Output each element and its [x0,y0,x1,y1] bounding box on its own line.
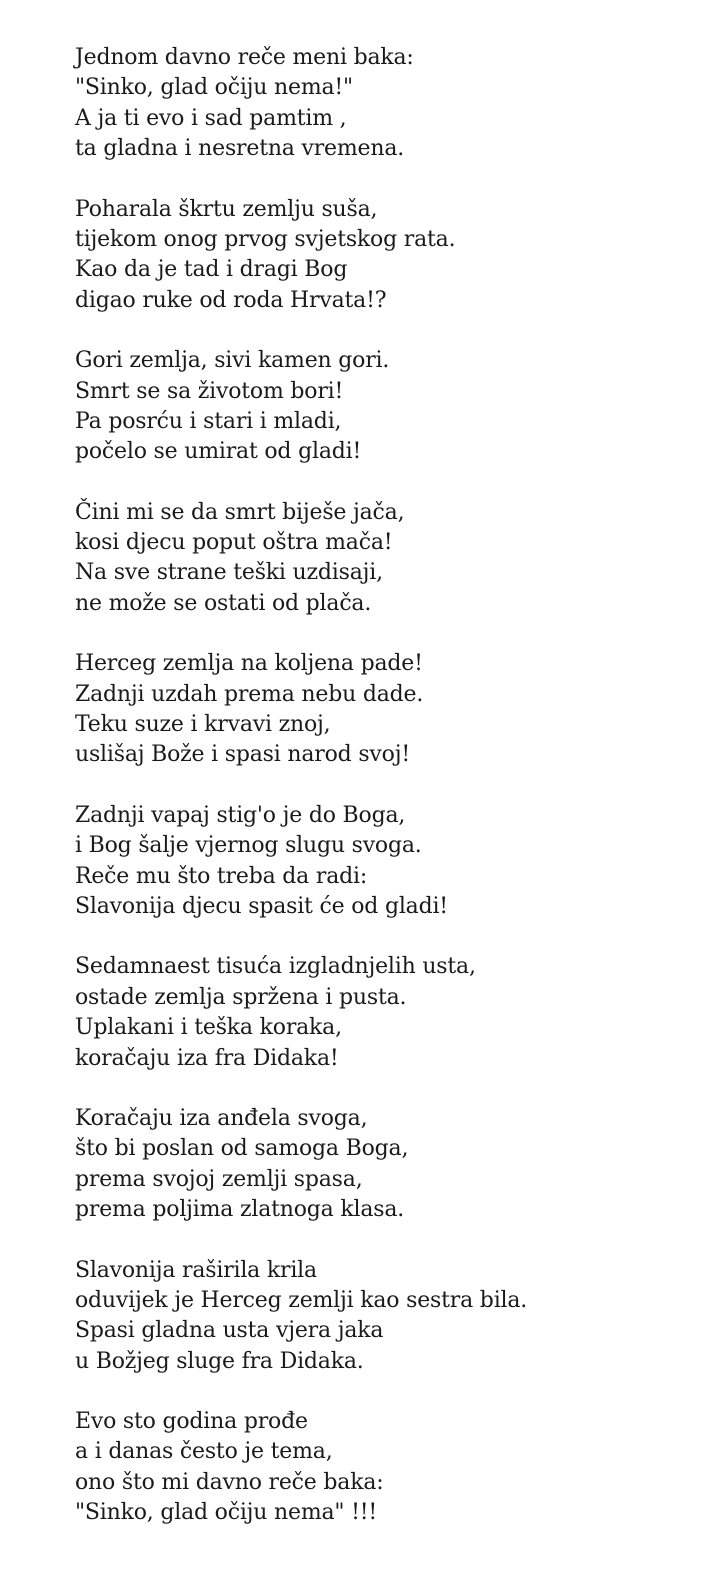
stanza-2 [75,195,705,317]
poem-line: Jednom davno reče meni baka: [75,45,414,70]
poem-line: ono što mi davno reče baka: [75,1469,384,1495]
poem-line: Kao da je tad i dragi Bog [75,257,348,283]
stanza-8 [75,1104,705,1226]
poem-line: ne može se ostati od plača. [75,590,372,616]
poem-line: Reče mu što treba da radi: [75,863,368,889]
poem-line: počelo se umirat od gladi! [75,439,362,465]
stanza-1 [75,43,705,165]
poem-line: Evo sto godina prođe [75,1409,308,1435]
poem-line: prema poljima zlatnoga klasa. [75,1197,405,1223]
stanza-6 [75,801,705,923]
poem-line: ostade zemlja spržena i pusta. [75,984,407,1010]
poem-line: Gori zemlja, sivi kamen gori. [75,348,390,374]
poem-line: i Bog šalje vjernog slugu svoga. [75,833,422,859]
poem-text [75,43,705,1559]
poem-line: digao ruke od roda Hrvata!? [75,287,387,313]
poem-line: Slavonija raširila krila [75,1257,317,1283]
poem-line: u Božjeg sluge fra Didaka. [75,1348,364,1374]
poem-line: što bi poslan od samoga Boga, [75,1136,409,1162]
stanza-4 [75,498,705,620]
stanza-5 [75,649,705,771]
poem-line: Pa posrću i stari i mladi, [75,408,342,434]
poem-line: tijekom onog prvog svjetskog rata. [75,226,456,252]
poem-line: Slavonija djecu spasit će od gladi! [75,893,448,919]
poem-line: koračaju iza fra Didaka! [75,1045,339,1071]
poem-line: Uplakani i teška koraka, [75,1015,342,1041]
poem-line: uslišaj Bože i spasi narod svoj! [75,742,410,768]
poem-line: prema svojoj zemlji spasa, [75,1166,363,1192]
poem-line: Smrt se sa životom bori! [75,378,344,404]
poem-line: Spasi gladna usta vjera jaka [75,1318,384,1344]
poem-line: Zadnji uzdah prema nebu dade. [75,681,424,707]
poem-line: A ja ti evo i sad pamtim , [75,105,347,131]
poem-line: kosi djecu poput oštra mača! [75,530,393,556]
stanza-9 [75,1256,705,1378]
stanza-10 [75,1407,705,1529]
poem-line: ta gladna i nesretna vremena. [75,136,405,162]
poem-line: Teku suze i krvavi znoj, [75,712,331,738]
poem-line: a i danas često je tema, [75,1439,333,1465]
poem-line: oduvijek je Herceg zemlji kao sestra bila. [75,1287,528,1313]
poem-line: Herceg zemlja na koljena pade! [75,651,423,677]
poem-line: Koračaju iza anđela svoga, [75,1105,368,1131]
poem-line: Sedamnaest tisuća izgladnjelih usta, [75,954,476,980]
poem-line: "Sinko, glad očiju nema" !!! [75,1500,378,1526]
stanza-3 [75,346,705,468]
poem-line: Čini mi se da smrt biješe jača, [75,499,405,525]
poem-line: Poharala škrtu zemlju suša, [75,196,378,222]
poem-line: Zadnji vapaj stig'o je do Boga, [75,802,406,828]
poem-line: Na sve strane teški uzdisaji, [75,560,383,586]
stanza-7 [75,952,705,1074]
poem-line: "Sinko, glad očiju nema!" [75,75,353,101]
